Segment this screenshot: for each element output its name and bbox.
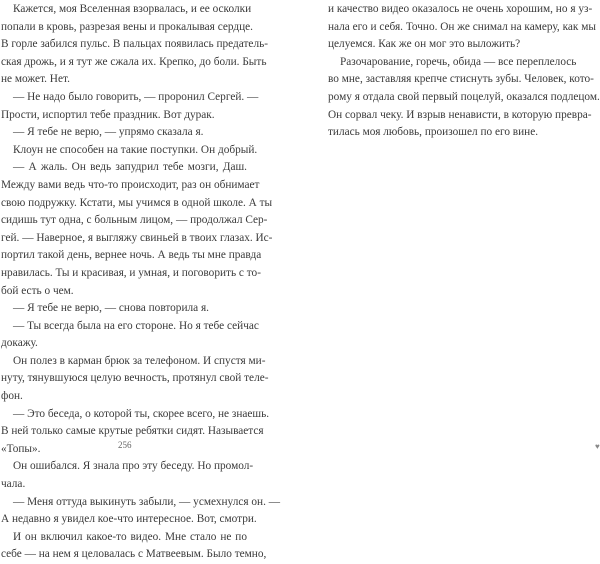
text-line: фон. bbox=[1, 390, 23, 403]
text-line: бой есть о чем. bbox=[1, 284, 74, 297]
right-page bbox=[300, 0, 600, 454]
text-line: портил такой день, вернее ночь. А ведь ты мне правда bbox=[1, 249, 262, 262]
text-line: Он полез в карман брюк за телефоном. И спустя ми- bbox=[13, 354, 266, 367]
text-line: Он сорвал чеку. И взрыв ненависти, в которую превра- bbox=[328, 108, 592, 121]
page-number: 256 bbox=[118, 440, 132, 450]
text-line: чала. bbox=[1, 478, 26, 491]
text-line: свою подружку. Кстати, мы учимся в одной школе. А ты bbox=[1, 196, 273, 209]
text-line: «Топы». bbox=[1, 442, 41, 455]
text-line: попали в кровь, разрезая вены и прокалывая сердце. bbox=[1, 20, 253, 33]
text-line: себе — на нем я целовалась с Матвеевым. Было темно, bbox=[1, 548, 267, 561]
text-line: Он ошибался. Я знала про эту беседу. Но промол- bbox=[13, 460, 254, 473]
text-line: И он включил какое-то видео. Мне стало не по bbox=[13, 530, 247, 543]
text-line: — А жаль. Он ведь запудрил тебе мозги, Даш. bbox=[13, 161, 247, 174]
left-page-body-text bbox=[1, 1, 281, 564]
text-line: нравилась. Ты и красивая, и умная, и поговорить с то- bbox=[1, 266, 261, 279]
text-line: целуемся. Как же он мог это выложить? bbox=[328, 38, 521, 51]
text-line: во мне, заставляя крепче стиснуть зубы. Человек, кото- bbox=[328, 73, 594, 86]
text-line: Клоун не способен на такие поступки. Он добрый. bbox=[13, 143, 258, 156]
text-line: гей. — Наверное, я выгляжу свиньей в твоих глазах. Ис- bbox=[1, 231, 273, 244]
text-line: Разочарование, горечь, обида — все переплелось bbox=[340, 55, 577, 68]
heart-icon: ♥ bbox=[595, 442, 600, 451]
text-line: Кажется, моя Вселенная взорвалась, и ее осколки bbox=[13, 3, 252, 15]
text-line: — Не надо было говорить, — проронил Сергей. — bbox=[13, 90, 259, 103]
text-line: и качество видео оказалось не очень хорошим, но я уз- bbox=[328, 3, 593, 15]
text-line: В ней только самые крутые ребятки сидят. Называется bbox=[1, 425, 264, 438]
text-line: — Я тебе не верю, — снова повторила я. bbox=[13, 302, 209, 315]
text-line: докажу. bbox=[1, 337, 38, 350]
text-line: не может. Нет. bbox=[1, 73, 70, 86]
text-line: — Ты всегда была на его стороне. Но я тебе сейчас bbox=[13, 319, 259, 332]
text-line: — Я тебе не верю, — упрямо сказала я. bbox=[13, 126, 204, 139]
text-line: Между вами ведь что-то происходит, раз он обнимает bbox=[1, 178, 260, 191]
text-line: нала его и себя. Точно. Он же снимал на камеру, как мы bbox=[328, 20, 596, 33]
text-line: Прости, испортил тебе праздник. Вот дурак. bbox=[1, 108, 215, 121]
right-page-body-text bbox=[328, 1, 600, 142]
text-line: ская дрожь, и я тут же сжала их. Крепко, до боли. Быть bbox=[1, 55, 267, 68]
text-line: А недавно я увидел кое-что интересное. Вот, смотри. bbox=[1, 513, 257, 526]
text-line: тилась моя любовь, произошел по его вине. bbox=[328, 126, 539, 139]
text-line: нуту, тянувшуюся целую вечность, протянул свой теле- bbox=[1, 372, 269, 385]
text-line: — Меня оттуда выкинуть забыли, — усмехнулся он. — bbox=[13, 495, 281, 508]
text-line: рому я отдала свой первый поцелуй, оказался подлецом. bbox=[328, 90, 600, 103]
text-line: В горле забился пульс. В пальцах появилась предатель- bbox=[1, 38, 268, 51]
text-line: сидишь тут одна, с больным лицом, — продолжал Сер- bbox=[1, 214, 268, 227]
text-line: — Это беседа, о которой ты, скорее всего, не знаешь. bbox=[13, 407, 270, 420]
left-page bbox=[0, 0, 300, 561]
